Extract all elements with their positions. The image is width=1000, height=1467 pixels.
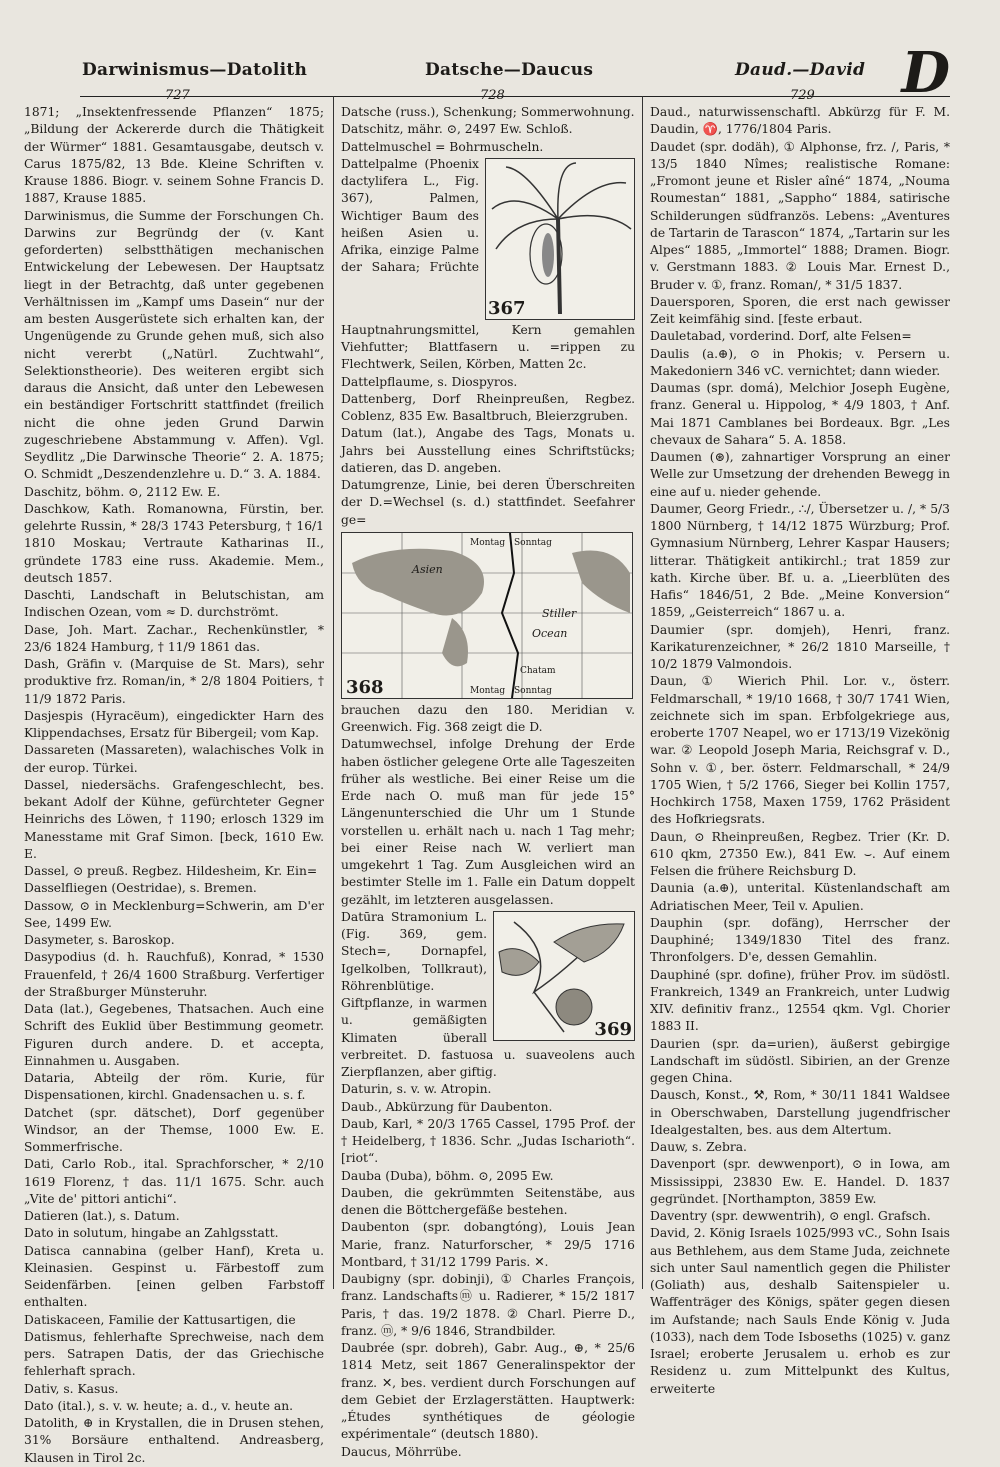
entry: Dase, Joh. Mart. Zachar., Rechenkünstler, * 23/6 1824 Hamburg, † 11/9 1861 das. bbox=[24, 622, 324, 654]
entry: Dausch, Konst., ⚒, Rom, * 30/11 1841 Waldsee in Oberschwaben, Darstellung jugendfrischer Idealgestalten, bes. aus dem Altertum. bbox=[650, 1088, 950, 1137]
map-label-sonntag: Sonntag bbox=[514, 537, 552, 548]
figure-number: 369 bbox=[594, 1018, 632, 1040]
entry: Dauphin (spr. dofäng), Herrscher der Dauphiné; 1349/1830 Titel des franz. Thronfolgers. D'e, dessen Gemahlin. bbox=[650, 915, 950, 965]
entry: Dato (ital.), s. v. w. heute; a. d., v. heute an. bbox=[24, 1398, 294, 1413]
header-rule bbox=[80, 96, 950, 97]
map-label-stiller: Stiller bbox=[542, 606, 577, 620]
header-right-title: Daud.—David bbox=[735, 60, 866, 80]
entry: Dauletabad, vorderind. Dorf, alte Felsen= bbox=[650, 329, 912, 344]
entry: Daubigny (spr. dobinji), ① Charles François, franz. Landschaftsⓜ u. Radierer, * 15/2 1817 Paris, † das. 19/2 1878. ② Charl. Pierre D., franz. ⓜ, * 9/6 1846, Strandbilder. bbox=[341, 1272, 635, 1338]
map-label-sonntag-south: Sonntag bbox=[514, 685, 552, 696]
entry: Datsche (russ.), Schenkung; Sommerwohnung. bbox=[341, 105, 635, 119]
entry: Daudet (spr. dodäh), ① Alphonse, frz. /, Paris, * 13/5 1840 Nîmes; realistische Romane: „Fromont jeune et Risler aîné“ 1874, „Nouma Roumestan“ 1881, „Sappho“ 1884, satirische Schilderungen südfranzös. Lebens: „Aventures de Tartarin de Tarascon“ 1874, „Tartarin sur les Alpes“ 1885, „Immortel“ 1888; Dramen. Biogr. v. Gerstmann 1883. ② Louis Mar. Ernest D., Bruder v. ①, franz. Roman/, * 31/5 1837. bbox=[650, 139, 950, 292]
column-divider-2 bbox=[642, 96, 643, 1289]
entry: Dattelpalme (Phoenix dactylifera L., Fig. 367), Palmen, Wichtiger Baum des heißen Asien u. Afrika, einzige Palme der Sahara; Früchte Hauptnahrungsmittel, Kern gemahlen Viehfutter; Blattfasern u. =rippen zu Flechtwerk, Seilen, Körben, Matten 2c. bbox=[341, 156, 635, 372]
entry: Dasjespis (Hyracëum), eingedickter Harn des Klippendachses, Ersatz für Bibergeil; vom Kap. bbox=[24, 708, 324, 740]
entry: Daumas (spr. domá), Melchior Joseph Eugène, franz. General u. Hippolog, * 4/9 1803, † Anf. Mai 1871 Camblanes bei Bordeaux. Bgr. „Les chevaux de Sahara“ 5. A. 1858. bbox=[650, 381, 950, 447]
entry: Daun, ① Wierich Phil. Lor. v., österr. Feldmarschall, * 19/10 1668, † 30/7 1741 Wien, zeichnete sich im span. Erbfolgekriege aus, eroberte 1707 Neapel, wo er 1713/19 Vizekönig war. ② Leopold Joseph Maria, Reichsgraf v. D., Sohn v. ①, ber. österr. Feldmarschall, * 24/9 1705 Wien, † 5/2 1766, Sieger bei Kollin 1757, Hochkirch 1758, Maxen 1759, 1762 Präsident des Hofkriegsrats. bbox=[650, 674, 951, 827]
figure-number: 367 bbox=[488, 297, 526, 319]
entry: Dattenberg, Dorf Rheinpreußen, Regbez. Coblenz, 835 Ew. Basaltbruch, Bleierzgruben. bbox=[341, 391, 635, 423]
entry: Dato in solutum, hingabe an Zahlgsstatt. bbox=[24, 1226, 279, 1241]
column-divider-1 bbox=[333, 96, 334, 1289]
entry: Daventry (spr. dewwentrih), ⊙ engl. Grafsch. bbox=[650, 1209, 931, 1223]
date-line-map bbox=[342, 533, 632, 698]
date-palm-illustration bbox=[486, 159, 634, 319]
entry: Dauersporen, Sporen, die erst nach gewisser Zeit keimfähig sind. [feste erbaut. bbox=[650, 294, 950, 326]
entry: Datieren (lat.), s. Datum. bbox=[24, 1209, 180, 1223]
entry: Daumier (spr. domjeh), Henri, franz. Karikaturenzeichner, * 26/2 1810 Marseille, † 10/2 1879 Valmondois. bbox=[650, 622, 950, 671]
section-letter: D bbox=[901, 40, 950, 106]
entry: Dauw, s. Zebra. bbox=[650, 1140, 747, 1154]
entry: Datumgrenze, Linie, bei deren Überschreiten der D.=Wechsel (s. d.) stattfindet. Seefahrer ge= bbox=[341, 478, 635, 527]
entry: Daulis (a.⊕), ⊙ in Phokis; v. Persern u. Makedoniern 346 vC. vernichtet; dann wieder. bbox=[650, 346, 950, 378]
entry: Datum (lat.), Angabe des Tags, Monats u. Jahrs bei Ausstellung eines Schriftstücks; datieren, das D. angeben. bbox=[341, 426, 635, 475]
page-number-728: 728 bbox=[480, 88, 505, 103]
entry: Dasypodius (d. h. Rauchfuß), Konrad, * 1530 Frauenfeld, † 26/4 1600 Straßburg. Verfertiger der Straßburger Münsteruhr. bbox=[24, 950, 324, 999]
page-number-727: 727 bbox=[165, 88, 190, 103]
entry: Dassel, ⊙ preuß. Regbez. Hildesheim, Kr. Ein= bbox=[24, 864, 318, 878]
entry: Dauphiné (spr. dofine), früher Prov. im südöstl. Frankreich, 1349 an Frankreich, unter Ludwig XIV. definitiv franz., 12554 qkm. Vgl. Chorier 1883 II. bbox=[650, 967, 950, 1034]
map-label-montag: Montag bbox=[470, 537, 506, 548]
entry: Daub., Abkürzung für Daubenton. bbox=[341, 1099, 553, 1114]
entry: 1871; „Insektenfressende Pflanzen“ 1875; „Bildung der Ackererde durch die Thätigkeit der Würmer“ 1881. Gesamtausgabe, deutsch v. Carus 1875/82, 13 Bde. Kleine Schriften v. Krause 1886. Biogr. v. seinem Sohne Francis D. 1887, Krause 1885. bbox=[24, 105, 324, 206]
entry: Dauba (Duba), böhm. ⊙, 2095 Ew. bbox=[341, 1168, 554, 1183]
header-left-title: Darwinismus—Datolith bbox=[82, 60, 308, 80]
entry: Data (lat.), Gegebenes, Thatsachen. Auch eine Schrift des Euklid über Bestimmung geometr. Figuren durch andere. D. et accepta, Einnahmen u. Ausgaben. bbox=[24, 1002, 324, 1068]
figure-369-datura bbox=[493, 911, 635, 1041]
entry: Dati, Carlo Rob., ital. Sprachforscher, * 2/10 1619 Florenz, † das. 11/1 1675. Schr. auch „Vite de' pittori antichi“. bbox=[24, 1157, 324, 1206]
entry: Dauben, die gekrümmten Seitenstäbe, aus denen die Böttchergefäße bestehen. bbox=[341, 1185, 635, 1217]
entry: Datiskaceen, Familie der Kattusartigen, die bbox=[24, 1312, 296, 1327]
entry: Dasselfliegen (Oestridae), s. Bremen. bbox=[24, 881, 257, 896]
column-1 bbox=[24, 104, 324, 1465]
entry: Daucus, Möhrrübe. bbox=[341, 1444, 462, 1459]
map-label-chatam: Chatam bbox=[520, 665, 556, 676]
entry: Daub, Karl, * 20/3 1765 Cassel, 1795 Prof. der † Heidelberg, † 1836. Schr. „Judas Ischarioth“. [riot“. bbox=[341, 1116, 635, 1166]
entry: Daschti, Landschaft in Belutschistan, am Indischen Ozean, vom ≈ D. durchströmt. bbox=[24, 588, 324, 620]
map-label-ocean: Ocean bbox=[532, 626, 568, 640]
figure-367-date-palm bbox=[485, 158, 635, 320]
entry: Dash, Gräfin v. (Marquise de St. Mars), sehr produktive frz. Roman/in, * 2/8 1804 Poitiers, † 11/9 1872 Paris. bbox=[24, 657, 324, 706]
entry: Daumer, Georg Friedr., ∴/, Übersetzer u. /, * 5/3 1800 Nürnberg, † 14/12 1875 Würzburg; Prof. Gymnasium Nürnberg, Lehrer Kaspar Hausers; litterar. Thätigkeit antikirchl.; trat 1859 zur kath. Kirche über. Bf. u. a. „Lieerblüten des Hafis“ 1846/51, 2 Bde. „Meine Konversion“ 1859, „Geisterreich“ 1867 u. a. bbox=[650, 501, 950, 620]
entry: Dattelmuschel = Bohrmuscheln. bbox=[341, 139, 544, 154]
entry: Daud., naturwissenschaftl. Abkürzg für F. M. Daudin, ♈, 1776/1804 Paris. bbox=[650, 105, 950, 137]
entry: Dassel, niedersächs. Grafengeschlecht, bes. bekant Adolf der Kühne, gefürchteter Gegner Heinrichs des Löwen, † 1190; erlosch 1329 im Manesstame mit Graf Simon. [beck, 1610 Ew. E. bbox=[24, 777, 324, 861]
map-label-montag-south: Montag bbox=[470, 685, 506, 696]
entry: Daubenton (spr. dobangtóng), Louis Jean Marie, franz. Naturforscher, * 29/5 1716 Montbard, † 31/12 1799 Paris. ✕. bbox=[341, 1220, 635, 1269]
entry: Daumen (⊛), zahnartiger Vorsprung an einer Welle zur Umsetzung der drehenden Bewegg in eine auf u. nieder gehende. bbox=[650, 450, 950, 499]
entry: Daurien (spr. da=urien), äußerst gebirgige Landschaft im südöstl. Sibirien, an der Grenze gegen China. bbox=[650, 1036, 950, 1085]
entry: Datismus, fehlerhafte Sprechweise, nach dem pers. Satrapen Datis, der das Griechische fehlerhaft sprach. bbox=[24, 1329, 324, 1379]
column-3 bbox=[650, 104, 951, 1396]
page-number-729: 729 bbox=[790, 88, 815, 103]
entry: Daunia (a.⊕), unterital. Küstenlandschaft am Adriatischen Meer, Teil v. Apulien. bbox=[650, 881, 950, 913]
entry: brauchen dazu den 180. Meridian v. Greenwich. Fig. 368 zeigt die D. bbox=[341, 702, 635, 734]
map-label-asia: Asien bbox=[412, 562, 443, 576]
entry: Darwinismus, die Summe der Forschungen Ch. Darwins zur Begründg der (v. Kant geforderten) selbstthätigen mechanischen Entwickelung der Lebewesen. Der Hauptsatz liegt in der Betrachtg, daß unter gegebenen Verhältnissen im „Kampf ums Dasein“ nur der am besten Ausgerüstete sich erhalten kan, der Ungenügende zu Grunde gehen muß, sich also nicht vererbt („Natürl. Zuchtwahl“, Selektionstheorie). Des weiteren ergibt sich daraus die Ansicht, daß unter den Lebewesen ein beständiger Fortschritt stattfindet (freilich nicht die ohne jeden Grund Darwin zugeschriebene Abstammung v. Affen). Vgl. Seydlitz „Die Darwinsche Theorie“ 2. A. 1875; O. Schmidt „Deszendenzlehre u. D.“ 3. A. 1884. bbox=[24, 208, 324, 482]
entry: Daschitz, böhm. ⊙, 2112 Ew. E. bbox=[24, 484, 221, 499]
entry: Dattelpflaume, s. Diospyros. bbox=[341, 374, 518, 389]
entry: Daschkow, Kath. Romanowna, Fürstin, ber. gelehrte Russin, * 28/3 1743 Petersburg, † 16/1 1810 Moskau; Vertraute Katharinas II., gründete 1783 eine russ. Akademie. Mem., deutsch 1857. bbox=[24, 501, 324, 585]
entry: Daubrée (spr. dobreh), Gabr. Aug., ⊕, * 25/6 1814 Metz, seit 1867 Generalinspektor der franz. ✕, bes. verdient durch Forschungen auf dem Gebiet der Erzlagerstätten. Hauptwerk: „Études synthétiques de géologie expérimentale“ (deutsch 1880). bbox=[341, 1341, 635, 1442]
entry: Datschitz, mähr. ⊙, 2497 Ew. Schloß. bbox=[341, 122, 573, 137]
entry: Daun, ⊙ Rheinpreußen, Regbez. Trier (Kr. D. 610 qkm, 27350 Ew.), 841 Ew. ⌣. Auf einem Felsen die frühere Reichsburg D. bbox=[650, 829, 950, 878]
entry: Datūra Stramonium L. (Fig. 369, gem. Stech=, Dornapfel, Igelkolben, Tollkraut), Röhrenblütige. Giftpflanze, in warmen u. gemäßigten Klimaten überall verbreitet. D. fastuosa u. suaveolens auch Zierpflanzen, aber giftig. bbox=[341, 909, 635, 1079]
entry: Datchet (spr. dätschet), Dorf gegenüber Windsor, an der Themse, 1000 Ew. E. Sommerfrische. bbox=[24, 1105, 324, 1154]
entry: Datisca cannabina (gelber Hanf), Kreta u. Kleinasien. Gespinst u. Färbestoff zum Seidenfärben. [einen gelben Farbstoff enthalten. bbox=[24, 1243, 324, 1310]
figure-number: 368 bbox=[346, 676, 384, 698]
header-center-title: Datsche—Daucus bbox=[425, 60, 594, 80]
entry: Daturin, s. v. w. Atropin. bbox=[341, 1082, 492, 1097]
entry: Dassareten (Massareten), walachisches Volk in der europ. Türkei. bbox=[24, 743, 324, 775]
entry: Dativ, s. Kasus. bbox=[24, 1381, 119, 1396]
entry: Dassow, ⊙ in Mecklenburg=Schwerin, am D'er See, 1499 Ew. bbox=[24, 898, 324, 930]
entry: Datumwechsel, infolge Drehung der Erde haben östlicher gelegene Orte alle Tageszeiten früher als westliche. Bei einer Reise um die Erde nach O. muß man für jede 15° Längenunterschied die Uhr um 1 Stunde vorstellen u. erhält nach u. nach 1 Tag mehr; bei einer Reise nach W. verliert man umgekehrt 1 Tag. Zum Ausgleichen wird an bestimter Stelle im 1. Falle ein Datum doppelt gezählt, im letzteren ausgelassen. bbox=[341, 737, 635, 907]
entry: Datolith, ⊕ in Krystallen, die in Drusen stehen, 31% Borsäure enthaltend. Andreasberg, Klausen in Tirol 2c. bbox=[24, 1416, 324, 1465]
figure-368-date-line-map bbox=[341, 532, 633, 699]
entry: Dasymeter, s. Baroskop. bbox=[24, 933, 175, 947]
column-2 bbox=[341, 104, 635, 1459]
entry: Davenport (spr. dewwenport), ⊙ in Iowa, am Mississippi, 23830 Ew. E. Handel. D. 1837 gegründet. [Northampton, 3859 Ew. bbox=[650, 1157, 950, 1206]
entry: David, 2. König Israels 1025/993 vC., Sohn Isais aus Bethlehem, aus dem Stame Juda, zeichnete sich unter Saul namentlich gegen die Philister (Goliath) aus, deshalb Saitenspieler u. Waffenträger des Königs, später gegen diesen im Aufstande; nach Sauls Ende König v. Juda (1033), nach dem Tode Isboseths (1025) v. ganz Israel; eroberte Jerusalem u. erhob es zur Residenz u. zum Mittelpunkt des Kultus, erweiterte bbox=[650, 1226, 950, 1396]
entry: Dataria, Abteilg der röm. Kurie, für Dispensationen, kirchl. Gnadensachen u. s. f. bbox=[24, 1071, 324, 1103]
